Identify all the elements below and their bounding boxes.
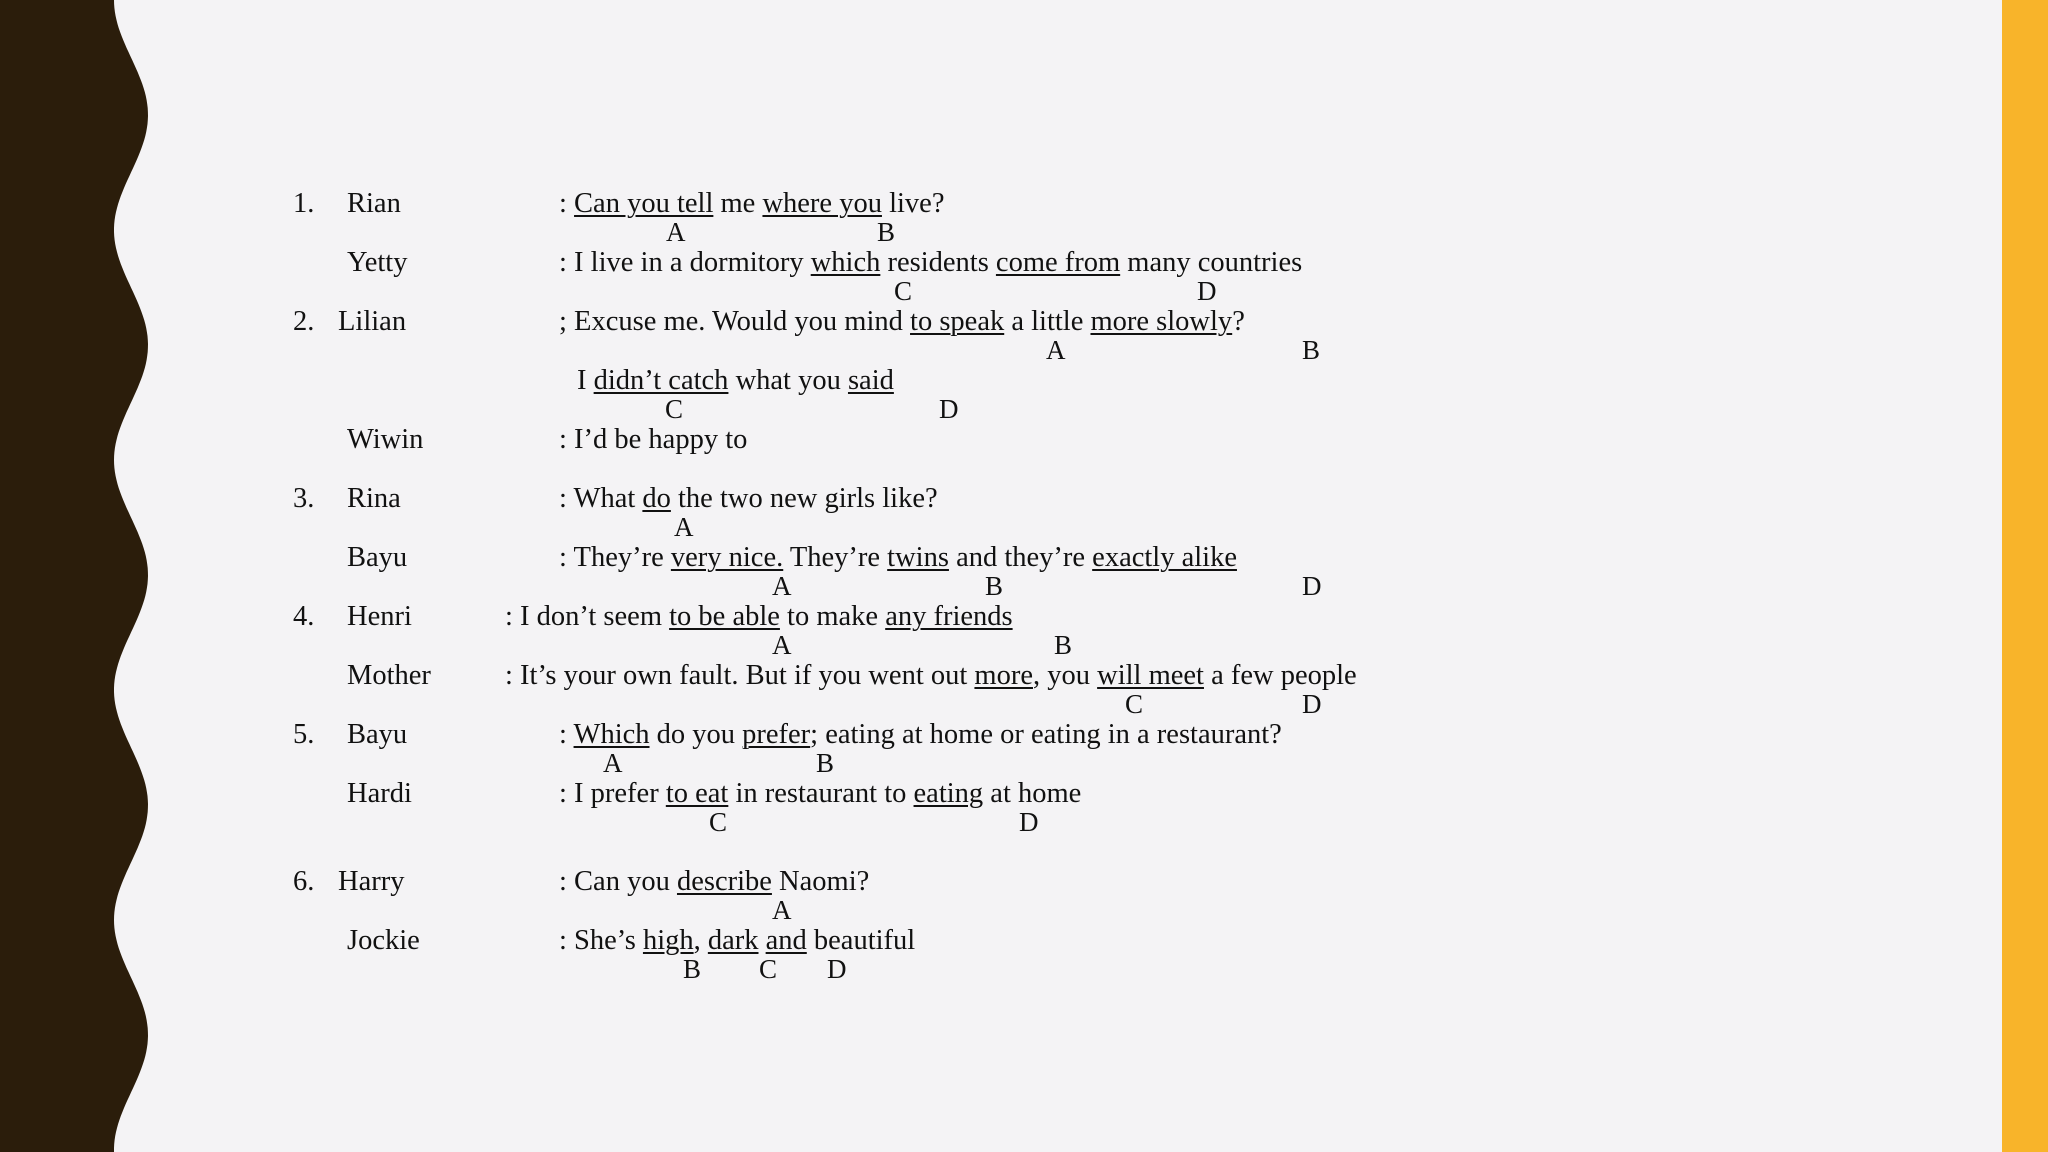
underlined-option: describe — [676, 866, 772, 897]
speaker-name: Mother — [347, 660, 431, 691]
underlined-option: didn’t catch — [593, 365, 729, 396]
dialogue-line: ; Excuse me. Would you mind to speak a little more slowly? — [559, 306, 1245, 337]
item-number: 3. — [293, 483, 315, 514]
underlined-option: very nice. — [670, 542, 784, 573]
underlined-option: and — [765, 925, 807, 956]
speaker-name: Rian — [347, 188, 401, 219]
option-label: D — [827, 954, 847, 984]
dialogue-line: : What do the two new girls like? — [559, 483, 938, 514]
option-label: A — [772, 571, 792, 601]
dialogue-line: : It’s your own fault. But if you went out more, you will meet a few people — [505, 660, 1357, 691]
option-label: C — [759, 954, 778, 984]
dialogue-line: : I prefer to eat in restaurant to eating at home — [559, 778, 1082, 809]
item-number: 2. — [293, 306, 315, 337]
underlined-option: more slowly — [1090, 306, 1233, 337]
underlined-option: high — [642, 925, 694, 956]
underlined-option: where you — [762, 188, 882, 219]
underlined-option: more — [974, 660, 1033, 691]
option-label: D — [1302, 689, 1322, 719]
item-number: 1. — [293, 188, 315, 219]
option-label: D — [1197, 276, 1217, 306]
underlined-option: to speak — [910, 306, 1005, 337]
speaker-name: Yetty — [347, 247, 408, 278]
dialogue-line: : I don’t seem to be able to make any friends — [505, 601, 1013, 632]
dialogue-line: : They’re very nice. They’re twins and they’re exactly alike — [559, 542, 1237, 573]
underlined-option: which — [810, 247, 881, 278]
option-label: C — [1125, 689, 1144, 719]
option-label: D — [939, 394, 959, 424]
dialogue-line: : I live in a dormitory which residents come from many countries — [559, 247, 1303, 278]
underlined-option: Can you tell — [574, 188, 714, 219]
underlined-option: prefer — [742, 719, 811, 750]
option-label: A — [1046, 335, 1066, 365]
speaker-name: Bayu — [347, 542, 408, 573]
speaker-name: Henri — [347, 601, 412, 632]
speaker-name: Rina — [347, 483, 401, 514]
option-label: A — [772, 630, 792, 660]
option-label: B — [816, 748, 835, 778]
item-number: 5. — [293, 719, 315, 750]
option-label: B — [985, 571, 1004, 601]
option-label: D — [1302, 571, 1322, 601]
dialogue-line: I didn’t catch what you said — [577, 365, 894, 396]
speaker-name: Jockie — [347, 925, 420, 956]
option-label: C — [894, 276, 913, 306]
underlined-option: exactly alike — [1092, 542, 1237, 573]
option-label: B — [877, 217, 896, 247]
item-number: 6. — [293, 866, 315, 897]
option-label: A — [603, 748, 623, 778]
underlined-option: dark — [707, 925, 759, 956]
speaker-name: Wiwin — [347, 424, 424, 455]
underlined-option: to eat — [665, 778, 729, 809]
speaker-name: Hardi — [347, 778, 412, 809]
dialogue-line: : I’d be happy to — [559, 424, 748, 455]
item-number: 4. — [293, 601, 315, 632]
underlined-option: do — [642, 483, 671, 514]
speaker-name: Lilian — [338, 306, 407, 337]
option-label: B — [683, 954, 702, 984]
dialogue-line: : Can you describe Naomi? — [559, 866, 870, 897]
option-label: D — [1019, 807, 1039, 837]
option-label: B — [1054, 630, 1073, 660]
option-label: A — [666, 217, 686, 247]
underlined-option: to be able — [669, 601, 780, 632]
underlined-option: will meet — [1097, 660, 1204, 691]
speaker-name: Bayu — [347, 719, 408, 750]
underlined-option: come from — [995, 247, 1121, 278]
option-label: B — [1302, 335, 1321, 365]
dialogue-line: : Which do you prefer; eating at home or eating in a restaurant? — [559, 719, 1282, 750]
option-label: A — [772, 895, 792, 925]
option-label: A — [674, 512, 694, 542]
underlined-option: any friends — [885, 601, 1013, 632]
underlined-option: twins — [887, 542, 949, 573]
option-label: C — [709, 807, 728, 837]
underlined-option: said — [847, 365, 894, 396]
dialogue-line: : She’s high, dark and beautiful — [559, 925, 916, 956]
underlined-option: eating — [913, 778, 984, 809]
underlined-option: Which — [573, 719, 650, 750]
dialogue-line: : Can you tell me where you live? — [559, 188, 945, 219]
speaker-name: Harry — [338, 866, 405, 897]
option-label: C — [665, 394, 684, 424]
